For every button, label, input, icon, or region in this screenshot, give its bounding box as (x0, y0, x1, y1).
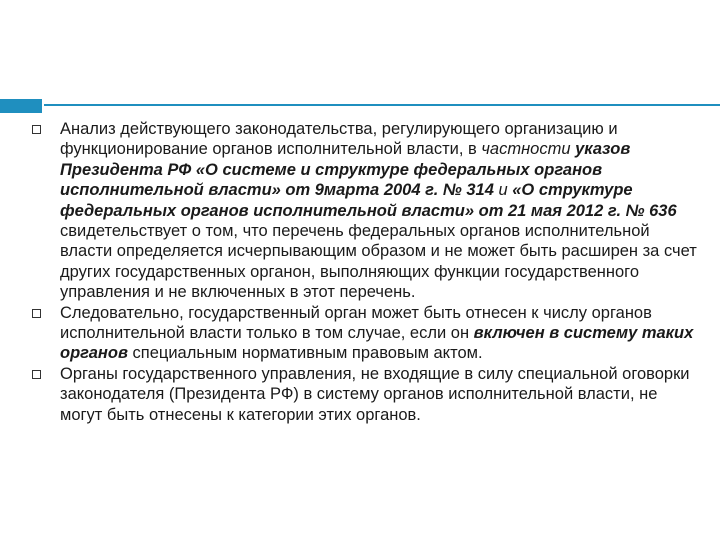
bullet-item (30, 119, 700, 303)
bullet-square-icon (32, 125, 41, 134)
bullet-text-italic: частности (481, 140, 571, 159)
bullet-text: специальным нормативным правовым актом. (127, 344, 483, 363)
accent-line (44, 104, 720, 106)
bullet-square-icon (32, 370, 41, 379)
bullet-item (30, 303, 700, 364)
bullet-text-italic: и (493, 181, 513, 200)
bullet-text: Следовательно, государственный орган может быть отнесен к числу органов исполнительной власти только в том случае, если он (60, 303, 652, 343)
bullet-text: Органы государственного управления, не входящие в силу специальной оговорки законодателя (Президента РФ) в систему органов исполнительной власти, не могут быть отнесены к категории этих органов. (60, 364, 690, 424)
bullet-text: Анализ действующего законодательства, регулирующего организацию и функционирование органов исполнительной власти, в (60, 120, 618, 159)
bullet-text-bold-italic: «О структуре федеральных органов исполнительной власти» от 21 мая 2012 г. № 636 (60, 181, 677, 220)
bullet-square-icon (32, 309, 41, 318)
bullet-item (30, 364, 700, 425)
bullet-text: свидетельствует о том, что перечень федеральных органов исполнительной власти определяется исчерпывающим образом и не может быть расширен за счет других государственных органон, выполняющих функции государственного управления и не включенных в этот перечень. (60, 222, 697, 302)
accent-block (0, 99, 42, 113)
bullet-text-bold-italic: указов Президента РФ «О системе и структуре федеральных органов исполнительной власти» от 9марта 2004 г. № 314 (60, 140, 631, 200)
slide-content (30, 119, 700, 425)
bullet-text-bold-italic: включен в систему таких органов (60, 324, 694, 363)
